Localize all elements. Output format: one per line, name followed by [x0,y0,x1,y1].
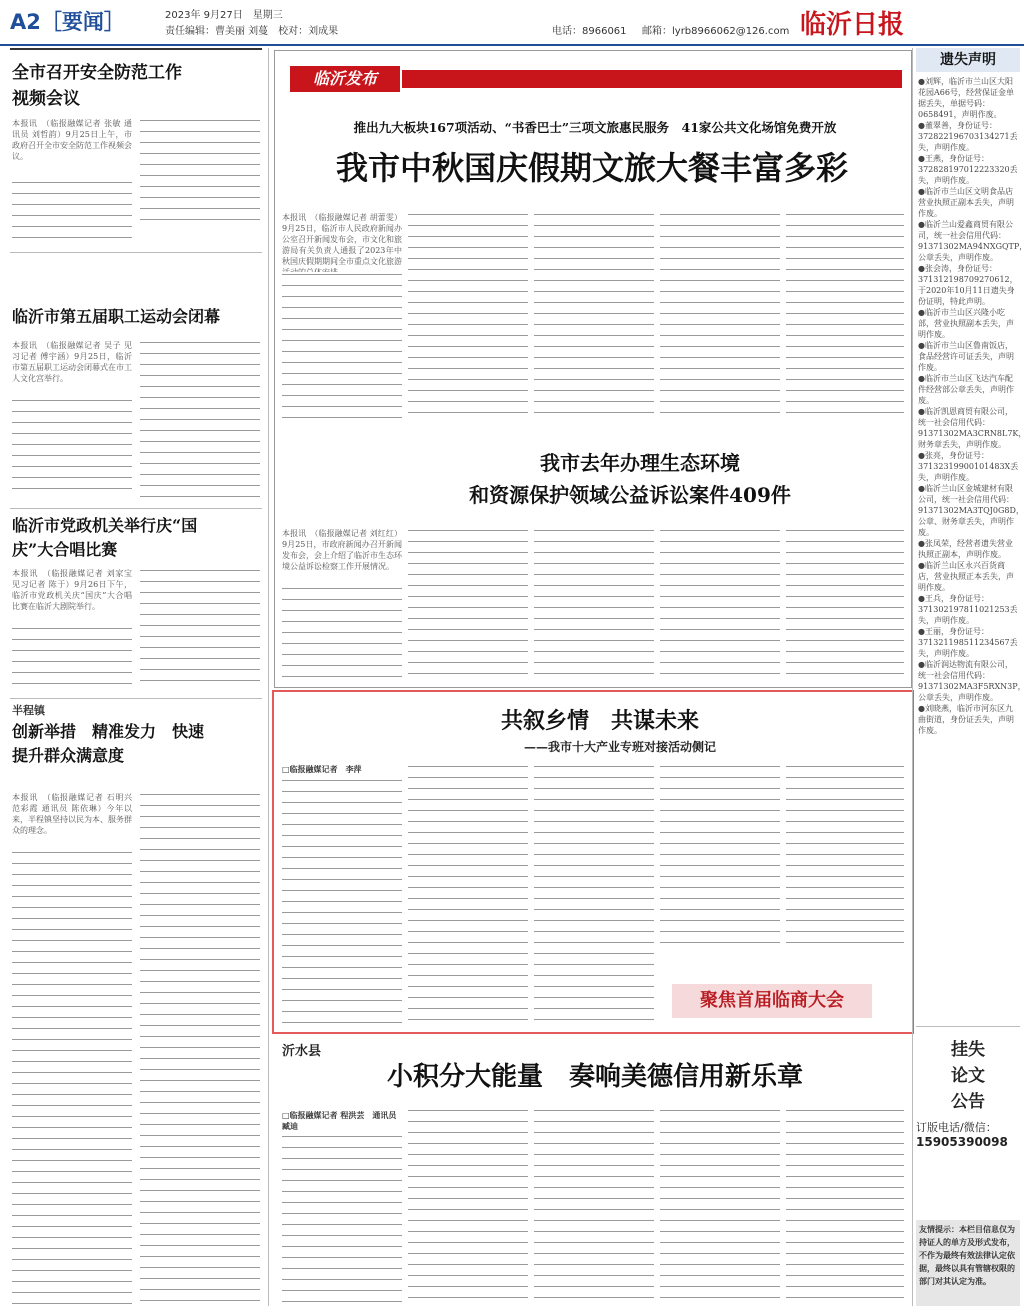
lost-item: ●临沂凯恩商贸有限公司，统一社会信用代码：91371302MA3CRN8L7K，财务章丢失，声明作废。 [918,407,1027,449]
yishui-title: 小积分大能量 奏响美德信用新乐章 [386,1062,803,1092]
lost-notice-list [918,76,1027,1018]
yishui-kicker: 沂水县 [282,1044,322,1059]
release-banner-bar [402,70,902,88]
article1-title: 全市召开安全防范工作视频会议 [12,63,182,109]
lost-item: ●董翠善，身份证号：372822196703134271丢失，声明作废。 [918,121,1018,152]
lost-item: ●临沂市兰山区鲁南饭店，食品经营许可证丢失，声明作废。 [918,341,1014,372]
section-name: ［要闻］ [40,10,125,34]
lost-item: ●张凤荣，经营者遗失营业执照正副本，声明作废。 [918,539,1013,559]
yishui-body-col5 [786,1108,904,1306]
feature-body-col2 [408,764,528,1024]
ad-phone: 15905390098 [916,1135,1008,1149]
yishui-body-col3 [534,1108,654,1306]
article2-byline: 本报讯 （临报融媒记者 吴子 见习记者 傅宇涵）9月25日，临沂市第五届职工运动会闭幕式在市工人文化宫举行。 [12,341,132,383]
feature-byline: □临报融媒记者 李萍 [282,764,362,774]
divider [10,252,262,253]
lost-item: ●王兵，身份证号：371302197811021253丢失，声明作废。 [918,594,1018,625]
header-phone: 电话：8966061 [552,26,627,37]
release-banner: 临沂发布 [290,66,400,92]
article3-body-col2 [140,568,260,688]
header-email: 邮箱：lyrb8966062@126.com [642,26,790,37]
release-body-col3 [534,212,654,422]
disclaimer-text: 友情提示：本栏目信息仅为持证人的单方及形式发布，不作为最终有效法律认定依据，最终以具有管辖权限的部门对其认定为准。 [919,1224,1015,1286]
lost-item: ●临沂润达物流有限公司，统一社会信用代码：91371302MA3F5RXN3P，公章丢失，声明作废。 [918,660,1026,702]
feature-body-col3 [534,764,654,1024]
eco-lead: 本报讯 （临报融媒记者 刘红红）9月25日，市政府新闻办召开新闻发布会，会上介绍了临沂市生态环境公益诉讼检察工作开展情况。 [282,529,402,571]
article4-kicker: 半程镇 [12,704,45,717]
ad-line-1: 挂失 [951,1040,985,1060]
article1-byline: 本报讯 （临报融媒记者 张敏 通讯员 刘哲韵）9月25日上午，市政府召开全市安全防范工作视频会议。 [12,119,132,161]
yishui-body-col4 [660,1108,780,1306]
page-number: A2 [10,10,41,34]
article3-body-col1 [12,626,132,688]
eco-body-col2 [408,528,528,678]
eco-body-col3 [534,528,654,678]
article1-body-col2 [140,118,260,228]
eco-body-col4 [660,528,780,678]
article4-body-col2 [140,792,260,1306]
article2-body-col1 [12,398,132,498]
lost-item: ●王丽，身份证号：371321198511234567丢失，声明作废。 [918,627,1018,658]
article2-title: 临沂市第五届职工运动会闭幕 [12,307,221,326]
ad-contact-label: 订版电话/微信： [916,1121,997,1134]
release-subtitle: 推出九大板块167项活动、“书香巴士”三项文旅惠民服务 41家公共文化场馆免费开放 [353,120,837,135]
lost-item: ●临沂兰山区金城建材有限公司，统一社会信用代码：91371302MA3TQJ0G8D，公章、财务章丢失，声明作废。 [918,484,1024,537]
ad-line-2: 论文 [951,1066,985,1086]
masthead [0,0,1024,46]
release-body-col1 [282,272,402,422]
page-code [10,6,125,36]
column-divider [268,48,269,1306]
feature-tag: 聚焦首届临商大会 [672,984,872,1018]
feature-body-col5 [786,764,904,944]
sidebar-disclaimer-box [916,1220,1020,1306]
lost-item: ●临沂市兰山区文明食品店营业执照正副本丢失，声明作废。 [918,187,1014,218]
divider [10,508,262,509]
eco-title-line2: 和资源保护领域公益诉讼案件409件 [469,483,791,507]
article4-body-col1 [12,850,132,1306]
yishui-body-col1 [282,1134,402,1306]
release-body-col5 [786,212,904,422]
eco-body-col5 [786,528,904,678]
lost-notice-title: 遗失声明 [940,52,996,68]
sidebar-ad [916,1026,1020,1185]
lost-item: ●临沂市兰山区兴隆小吃部，营业执照副本丢失，声明作废。 [918,308,1014,339]
feature-subtitle: ——我市十大产业专班对接活动侧记 [523,740,716,754]
left-top-rule [10,48,262,50]
sidebar-divider [912,48,913,1306]
eco-body-col1 [282,586,402,678]
ad-line-3: 公告 [951,1092,985,1112]
release-lead: 本报讯 （临报融媒记者 胡蕾雯）9月25日，临沂市人民政府新闻办公室召开新闻发布会，市文化和旅游局有关负责人通报了2023年中秋国庆假期期间全市重点文化旅游 [282,213,402,266]
divider [10,698,262,699]
yishui-byline: □临报融媒记者 程洪芸 通讯员 臧迪 [282,1110,397,1131]
article3-title: 临沂市党政机关举行庆“国庆”大合唱比赛 [12,516,198,559]
article1-body-col1 [12,180,132,246]
release-body-col2 [408,212,528,422]
lost-item: ●临沂兰山区永兴百货商店，营业执照正本丢失，声明作废。 [918,561,1014,592]
feature-body-col4 [660,764,780,944]
lost-item: ●张会涛，身份证号：371312198709270612，于2020年10月11日遗失身份证明，特此声明。 [918,264,1018,306]
release-body-col4 [660,212,780,422]
header-date: 2023年 9月27日 星期三 [165,10,283,21]
lost-item: ●刘晓燕，临沂市河东区九曲街道，身份证丢失，声明作废。 [918,704,1014,735]
article2-body-col2 [140,340,260,498]
lost-item: ●王燕，身份证号：372828197012223320丢失，声明作废。 [918,154,1018,185]
lost-item: ●临沂市兰山区飞达汽车配件经营部公章丢失，声明作废。 [918,374,1014,405]
feature-body-col1 [282,778,402,1024]
release-title: 我市中秋国庆假期文旅大餐丰富多彩 [335,149,848,187]
lost-notice-header [916,48,1020,72]
lost-item: ●临沂兰山爱鑫商贸有限公司，统一社会信用代码：91371302MA94NXGQTP，公章丢失，声明作废。 [918,220,1027,262]
article3-byline: 本报讯 （临报融媒记者 刘家宝 见习记者 陈于）9月26日下午，临沂市党政机关庆“国庆”大合唱比赛在临沂大剧院举行。 [12,569,132,611]
feature-title: 共叙乡情 共谋未来 [500,708,699,734]
lost-item: ●刘辉，临沂市兰山区大阳花园A66号，经营保证金单据丢失，单据号码：0658491，声明作废。 [918,77,1014,119]
eco-title-line1: 我市去年办理生态环境 [540,451,740,475]
lost-item: ●张亮，身份证号：37132319900101483X丢失，声明作废。 [918,451,1019,482]
header-editors: 责任编辑：曹美丽 刘蔓 校对：刘成果 [165,26,339,37]
paper-name-logo: 临沂日报 [799,10,904,40]
yishui-body-col2 [408,1108,528,1306]
article4-title: 创新举措 精准发力 快速提升群众满意度 [12,722,205,765]
article4-byline: 本报讯 （临报融媒记者 石明兴 范彩霞 通讯员 陈依琳）今年以来，半程镇坚持以民为本、服务群众的理念。 [12,793,132,835]
